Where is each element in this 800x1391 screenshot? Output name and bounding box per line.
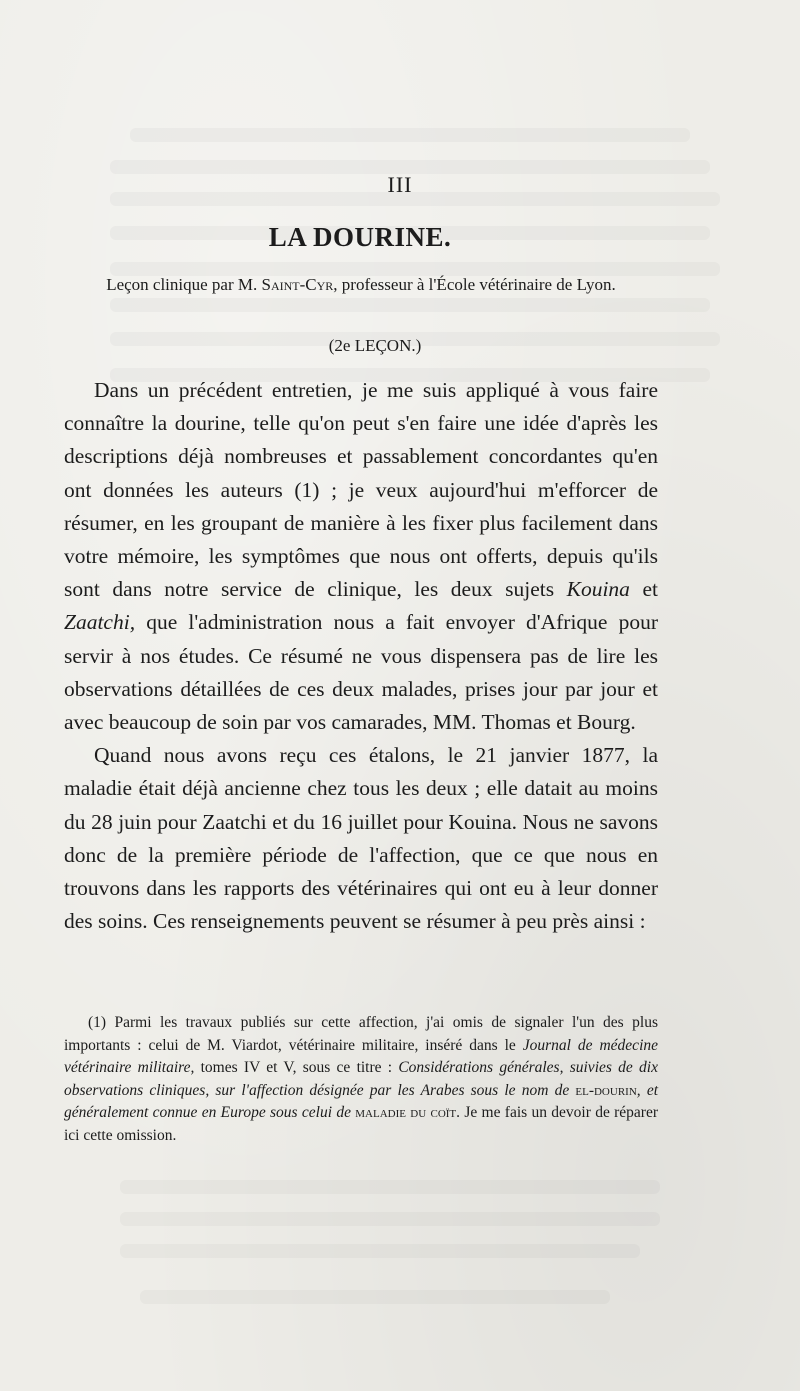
paragraph-1-part-b: que l'administration nous a fait envoyer d'Afrique pour servir à nos études. Ce résumé ne vous dispensera pas de lire les observations détaillées de ces deux malades, prises jour par jour et avec beaucoup de soin par vos camarades, MM. Thomas et Bourg. <box>64 610 658 735</box>
chapter-title: LA DOURINE. <box>268 222 452 252</box>
lecture-label: (2e LEÇON.) <box>328 336 422 355</box>
paragraph-2: Quand nous avons reçu ces étalons, le 21 janvier 1877, la maladie était déjà ancienne chez tous les deux ; elle datait au moins du 28 juin pour Zaatchi et du 16 juillet pour Kouina. Nous ne savons donc de la première période de l'affection, que ce que nous en trouvons dans les rapports des vétérinaires qui ont eu à leur donner des soins. Ces renseignements peuvent se résumer à peu près ainsi : <box>64 743 658 934</box>
journal-title: Journal de médecine vétérinaire militaire, <box>64 1036 658 1077</box>
work-title-part-1: Considérations générales, suivies de dix observations cliniques, sur l'affection désignée par les Arabes sous le nom de <box>64 1059 658 1099</box>
footnote-part-c: . Je me fais un devoir de réparer ici cette omission. <box>64 1104 658 1144</box>
lecture-subtitle <box>64 273 658 296</box>
horse-name-kouina: Kouina <box>566 577 630 602</box>
subtitle-prefix: Leçon clinique par M. <box>106 275 262 294</box>
footnote-part-a: (1) Parmi les travaux publiés sur cette affection, j'ai omis de signaler l'un des plus importants : celui de M. Viardot, vétérinaire militaire, inséré dans le <box>64 1014 658 1054</box>
paragraph-1 <box>64 374 658 739</box>
author-name: Saint-Cyr <box>261 275 334 294</box>
chapter-number: III <box>387 172 413 197</box>
footnote-paragraph <box>64 1012 658 1148</box>
main-text <box>64 374 658 938</box>
footnote <box>64 1012 658 1148</box>
horse-name-zaatchi: Zaatchi, <box>64 610 136 635</box>
paragraph-1-conjunction: et <box>629 577 658 602</box>
maladie-du-coit-term: maladie du coït <box>355 1104 457 1122</box>
paragraph-1-part-a: Dans un précédent entretien, je me suis appliqué à vous faire connaître la dourine, telle qu'on peut s'en faire une idée d'après les descriptions déjà nombreuses et passablement concordantes qu'en ont données les auteurs (1) ; je veux aujourd'hui m'efforcer de résumer, en les groupant de manière à les fixer plus facilement dans votre mémoire, les symptômes que nous ont offerts, depuis qu'ils sont dans notre service de clinique, les deux sujets <box>64 378 658 602</box>
footnote-part-b: tomes IV et V, sous ce titre : <box>194 1059 399 1077</box>
work-title-part-2: , et généralement connue en Europe sous celui de <box>64 1081 659 1122</box>
el-dourin-term: el-dourin <box>575 1081 637 1099</box>
subtitle-suffix: , professeur à l'École vétérinaire de Lyon. <box>333 275 616 294</box>
